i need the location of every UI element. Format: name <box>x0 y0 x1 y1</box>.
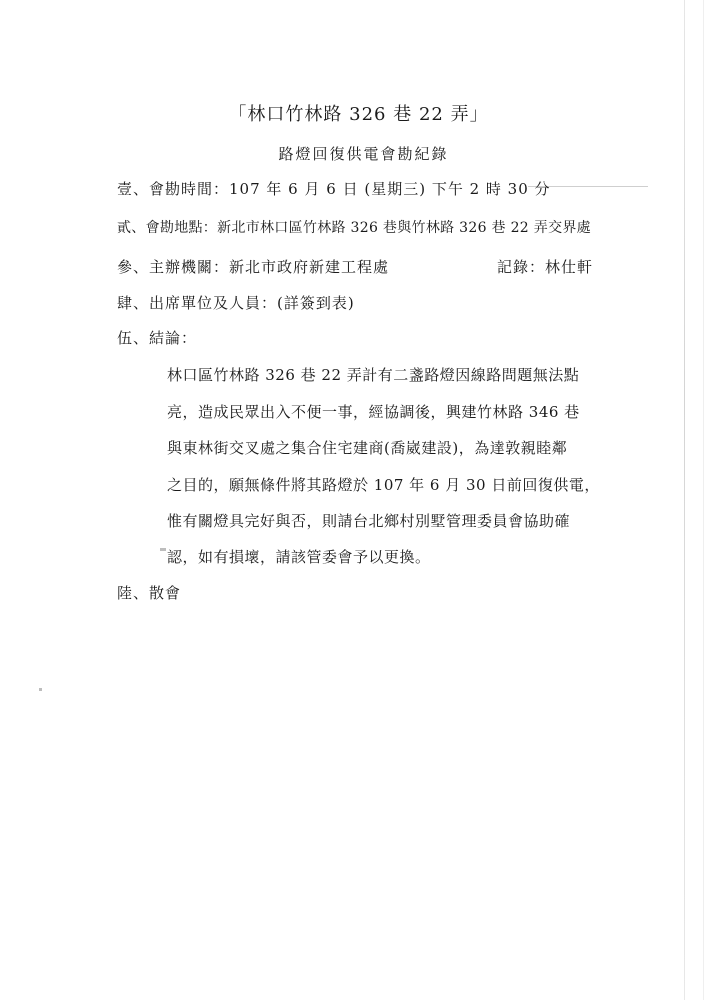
document-subtitle: 路燈回復供電會勘紀錄 <box>278 145 449 163</box>
conclusion-line: 亮，造成民眾出入不便一事，經協調後，興建竹林路 346 巷 <box>167 403 580 421</box>
item-label: 參、主辦機關： <box>117 258 230 276</box>
conclusion-line: 惟有關燈具完好與否，則請台北鄉村別墅管理委員會協助確 <box>167 512 571 530</box>
item-meeting-time <box>117 178 551 199</box>
item-conclusion-heading <box>117 327 197 348</box>
conclusion-line: 認，如有損壞，請該管委會予以更換。 <box>167 548 431 566</box>
item-label: 伍、結論： <box>117 329 198 347</box>
item-value: 新北市林口區竹林路 326 巷與竹林路 326 巷 22 弄交界處 <box>217 220 591 236</box>
item-value: 107 年 6 月 6 日 (星期三) 下午 2 時 30 分 <box>229 180 551 198</box>
item-host-agency <box>117 256 389 277</box>
item-value: 新北市政府新建工程處 <box>229 258 390 276</box>
conclusion-line: 之目的，願無條件將其路燈於 107 年 6 月 30 日前回復供電， <box>167 476 600 494</box>
item-value: (詳簽到表) <box>277 294 355 312</box>
conclusion-line: 與東林街交叉處之集合住宅建商(喬崴建設)，為達敦親睦鄰 <box>167 439 568 457</box>
scan-speck <box>160 548 166 551</box>
item-adjourn <box>117 582 181 603</box>
scan-speck <box>39 688 42 691</box>
item-label: 陸、散會 <box>117 584 182 602</box>
conclusion-line: 林口區竹林路 326 巷 22 弄計有二盞路燈因線路問題無法點 <box>167 366 580 384</box>
item-meeting-location <box>117 217 591 237</box>
recorder: 記錄：林仕軒 <box>497 258 594 276</box>
item-label: 肆、出席單位及人員： <box>117 294 278 312</box>
item-label: 貳、會勘地點： <box>117 220 218 236</box>
item-attendees <box>117 292 355 313</box>
item-label: 壹、會勘時間： <box>117 180 230 198</box>
document-title: 「林口竹林路 326 巷 22 弄」 <box>228 104 489 125</box>
